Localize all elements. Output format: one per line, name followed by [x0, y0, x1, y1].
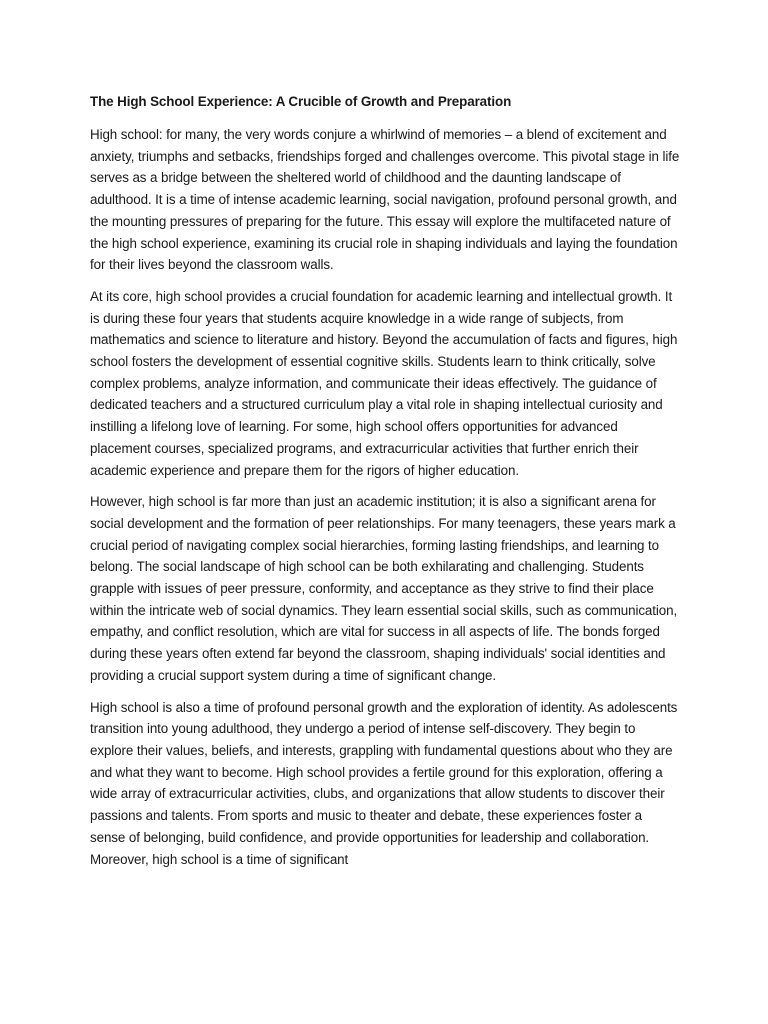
paragraph-academic: At its core, high school provides a crucial foundation for academic learning and intellectual growth. It is during these four years that students acquire knowledge in a wide range of subjects, from mathematics and science to literature and history. Beyond the accumulation of facts and figures, high school fosters the development of essential cognitive skills. Students learn to think critically, solve complex problems, analyze information, and communicate their ideas effectively. The guidance of dedicated teachers and a structured curriculum play a vital role in shaping intellectual curiosity and instilling a lifelong love of learning. For some, high school offers opportunities for advanced placement courses, specialized programs, and extracurricular activities that further enrich their academic experience and prepare them for the rigors of higher education.: [90, 288, 678, 478]
document-page: [90, 92, 680, 880]
paragraph-social: However, high school is far more than just an academic institution; it is also a significant arena for social development and the formation of peer relationships. For many teenagers, these years mark a crucial period of navigating complex social hierarchies, forming lasting friendships, and learning to belong. The social landscape of high school can be both exhilarating and challenging. Students grapple with issues of peer pressure, conformity, and acceptance as they strive to find their place within the intricate web of social dynamics. They learn essential social skills, such as communication, empathy, and conflict resolution, which are vital for success in all aspects of life. The bonds forged during these years often extend far beyond the classroom, shaping individuals' social identities and providing a crucial support system during a time of significant change.: [90, 494, 678, 683]
document-title: The High School Experience: A Crucible of Growth and Preparation: [90, 94, 512, 109]
paragraph-personal-growth: High school is also a time of profound personal growth and the exploration of identity. As adolescents transition into young adulthood, they undergo a period of intense self-discovery. They begin to explore their values, beliefs, and interests, grappling with fundamental questions about who they are and what they want to become. High school provides a fertile ground for this exploration, offering a wide array of extracurricular activities, clubs, and organizations that allow students to discover their passions and talents. From sports and music to theater and debate, these experiences foster a sense of belonging, build confidence, and provide opportunities for leadership and collaboration. Moreover, high school is a time of significant: [90, 699, 678, 867]
paragraph-intro: High school: for many, the very words conjure a whirlwind of memories – a blend of excitement and anxiety, triumphs and setbacks, friendships forged and challenges overcome. This pivotal stage in life serves as a bridge between the sheltered world of childhood and the daunting landscape of adulthood. It is a time of intense academic learning, social navigation, profound personal growth, and the mounting pressures of preparing for the future. This essay will explore the multifaceted nature of the high school experience, examining its crucial role in shaping individuals and laying the foundation for their lives beyond the classroom walls.: [90, 127, 680, 273]
